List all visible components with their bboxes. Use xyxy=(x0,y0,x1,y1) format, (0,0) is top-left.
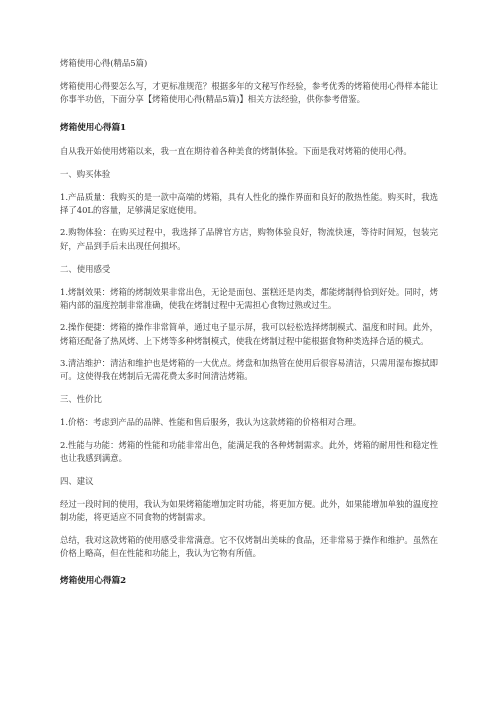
section-1-paragraph-2: 2.购物体验：在购买过程中，我选择了品牌官方店，购物体验良好，物流快速，等待时间短，包装完好，产品到手后未出现任何损坏。 xyxy=(60,227,438,251)
intro-paragraph: 烤箱使用心得要怎么写，才更标准规范？根据多年的文秘写作经验，参考优秀的烤箱使用心得样本能让你事半功倍，下面分享【烤箱使用心得(精品5篇)】相关方法经验，供你参考借鉴。 xyxy=(60,81,438,105)
document-title: 烤箱使用心得(精品5篇) xyxy=(60,58,148,68)
section-4-title: 四、建议 xyxy=(60,476,94,487)
section-2-paragraph-2: 2.操作便捷：烤箱的操作非常简单，通过电子显示屏，我可以轻松选择烤制模式、温度和时间。此外，烤箱还配备了热风烤、上下烤等多种烤制模式，使我在烤制过程中能根据食物种类选择合适的模式。 xyxy=(60,322,438,346)
section-3-paragraph-1: 1.价格：考虑到产品的品牌、性能和售后服务，我认为这款烤箱的价格相对合理。 xyxy=(60,417,362,428)
article-1-heading: 烤箱使用心得篇1 xyxy=(60,122,127,133)
section-1-paragraph-1: 1.产品质量：我购买的是一款中高端的烤箱，具有人性化的操作界面和良好的散热性能。购买时，我选择了40L的容量，足够满足家庭使用。 xyxy=(60,192,438,216)
summary-paragraph: 总结，我对这款烤箱的使用感受非常满意。它不仅烤制出美味的食品，还非常易于操作和维护。虽然在价格上略高，但在性能和功能上，我认为它物有所值。 xyxy=(60,534,438,558)
article-1-opening: 自从我开始使用烤箱以来，我一直在期待着各种美食的烤制体验。下面是我对烤箱的使用心得。 xyxy=(60,145,412,156)
section-2-title: 二、使用感受 xyxy=(60,263,111,274)
section-4-paragraph-1: 经过一段时间的使用，我认为如果烤箱能增加定时功能，将更加方便。此外，如果能增加单独的温度控制功能，将更适应不同食物的烤制需求。 xyxy=(60,499,438,523)
section-2-paragraph-1: 1.烤制效果：烤箱的烤制效果非常出色，无论是面包、蛋糕还是肉类，都能烤制得恰到好处。同时，烤箱内部的温度控制非常准确，使我在烤制过程中无需担心食物过熟或过生。 xyxy=(60,287,438,311)
document-page xyxy=(60,0,438,588)
section-2-paragraph-3: 3.清洁维护：清洁和维护也是烤箱的一大优点。烤盘和加热管在使用后很容易清洁，只需用湿布擦拭即可。这使得我在烤制后无需花费太多时间清洁烤箱。 xyxy=(60,357,438,382)
section-3-paragraph-2: 2.性能与功能：烤箱的性能和功能非常出色，能满足我的各种烤制需求。此外，烤箱的耐用性和稳定性也让我感到满意。 xyxy=(60,439,438,463)
article-2-heading: 烤箱使用心得篇2 xyxy=(60,576,127,587)
section-3-title: 三、性价比 xyxy=(60,394,102,405)
section-1-title: 一、购买体验 xyxy=(60,168,111,179)
